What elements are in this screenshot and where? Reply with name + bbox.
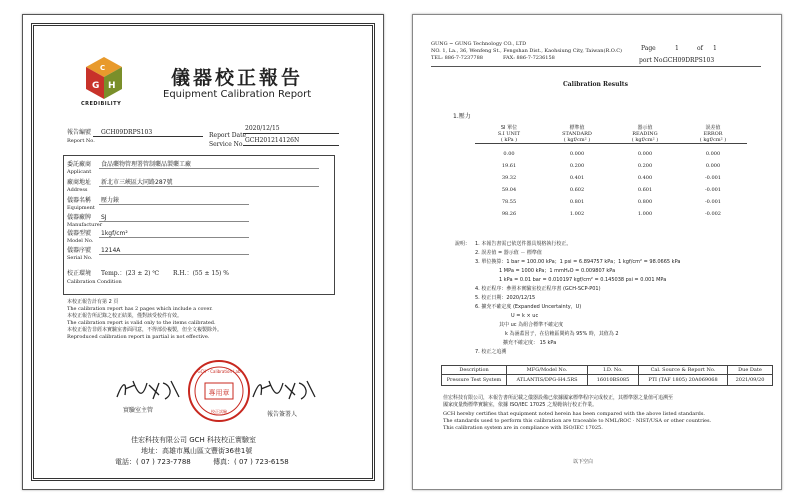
trace-cell: PTI (TAF 1805) 20A069068	[639, 375, 728, 386]
section-title: Calibration Results	[563, 81, 628, 88]
results-table	[475, 125, 747, 220]
table-cell: 0.200	[637, 163, 653, 169]
table-cell: -0.001	[704, 187, 721, 193]
table-cell: -0.001	[704, 175, 721, 181]
table-cell: 1.002	[569, 211, 585, 217]
svg-text:G: G	[92, 81, 100, 91]
calibration-seal	[187, 359, 251, 423]
results-header: 器示值 READING ( kgf/cm² )	[631, 125, 659, 143]
field-label-en: Equipment	[67, 205, 95, 211]
note-reproduce-en: Reproduced calibration report in partial is not effective.	[67, 334, 210, 340]
trace-cell: Pressure Test System	[442, 375, 507, 386]
note-line: 其中 uc 為組合標準不確定度	[499, 322, 564, 328]
report-date-label: Report Date	[209, 132, 247, 139]
note-line: 2. 誤差值 = 器示值 － 標準值	[475, 250, 542, 256]
condition-label-en: Calibration Condition	[67, 279, 122, 285]
table-row	[442, 375, 773, 386]
report-date-value: 2020/12/15	[245, 125, 280, 132]
field-label: 儀器型號	[67, 230, 92, 237]
logo-text: CREDIBILITY	[81, 101, 122, 107]
note-line: 7. 校正之追溯	[475, 349, 507, 355]
trace-header: I.D. No.	[588, 366, 639, 375]
trace-header: Cal. Source & Report No.	[639, 366, 728, 375]
company-line: GUNG ~ GUNG Technology CO., LTD	[431, 41, 527, 47]
trace-cell: 16010BS085	[588, 375, 639, 386]
trace-cell: 2021/09/20	[728, 375, 773, 386]
table-row	[475, 172, 747, 184]
report-no-label: port No.	[639, 57, 665, 64]
field-label: 廠商地址	[67, 179, 92, 186]
note-line: 3. 單位換算：1 bar = 100.00 kPa；1 psi = 6.894757 kPa；1 kgf/cm² = 98.0665 kPa	[475, 259, 681, 265]
field-label-en: Address	[67, 187, 88, 193]
calibration-results-page	[412, 14, 782, 490]
note-validity-en: The calibration report is valid only to the items calibrated.	[67, 320, 216, 326]
page-total: 1	[713, 45, 717, 52]
field-label: 儀器廠牌	[67, 214, 92, 221]
service-no-value: GCH201214126N	[245, 137, 300, 144]
sub-title: 1.壓力	[453, 113, 471, 120]
table-cell: 0.000	[569, 151, 585, 157]
table-cell: 0.601	[637, 187, 653, 193]
table-cell: 0.602	[569, 187, 585, 193]
field-value: SJ	[101, 214, 107, 221]
field-label: 儀器名稱	[67, 197, 92, 204]
page-no: 1	[675, 45, 679, 52]
table-cell: 0.000	[705, 163, 721, 169]
table-cell: 0.200	[569, 163, 585, 169]
address-line: NO. 1, La., 36, Wenfeng St., Fengshan Dist., Kaohsiung City, Taiwan(R.O.C)	[431, 48, 622, 54]
note-line: k 為涵蓋因子，在信賴區間約為 95% 時，其值為 2	[505, 331, 619, 337]
table-cell: 19.61	[501, 163, 517, 169]
condition-label: 校正環境	[67, 270, 92, 277]
note-pages-cn: 本校正報告計有第 2 頁	[67, 299, 119, 305]
table-cell: 39.32	[501, 175, 517, 181]
field-value: 1214A	[101, 247, 121, 254]
field-label-en: Applicant	[67, 169, 92, 175]
bottom-cn-2: 國家度量衡標準實驗室，依據 ISO/IEC 17025 之規範執行校正作業。	[443, 402, 598, 408]
note-line: U = k × uc	[511, 313, 539, 319]
report-no-value: GCH09DRPS103	[101, 129, 153, 136]
note-line: 1. 本報告書需已依送件器具規格執行校正。	[475, 241, 572, 247]
signature-lab-manager	[113, 377, 183, 403]
report-no-label: 報告編號	[67, 129, 92, 136]
condition-rh: R.H.：(55 ± 15) %	[173, 270, 229, 277]
sign-right-label: 報告簽署人	[267, 411, 298, 418]
note-validity-cn: 本校正報告所記錄之校正結果，僅對該受校件有效。	[67, 313, 183, 319]
credibility-logo	[83, 55, 125, 107]
note-line: 1 kPa = 0.01 bar = 0.010197 kgf/cm² = 0.145038 psi = 0.001 MPa	[499, 277, 667, 283]
report-no-label-en: Report No.	[67, 138, 95, 144]
bottom-en-1: GCH hereby certifies that equipment noted herein has been compared with the above listed standards.	[443, 411, 705, 417]
table-cell: 78.55	[501, 199, 517, 205]
end-mark: 以下空白	[573, 459, 594, 465]
note-line: 6. 擴充不確定度 (Expanded Uncertainty，U)	[475, 304, 582, 310]
bottom-en-3: This calibration system are in compliance with ISO/IEC 17025.	[443, 425, 603, 431]
svg-text:GCH · Calibration Lab: GCH · Calibration Lab	[197, 369, 241, 374]
table-row	[475, 160, 747, 172]
report-title-en: Equipment Calibration Report	[163, 89, 312, 100]
notes-title: 說明：	[455, 241, 471, 247]
table-cell: 59.04	[501, 187, 517, 193]
seal-center-text: 專用章	[208, 389, 230, 397]
table-cell: 0.400	[637, 175, 653, 181]
field-label-en: Model No.	[67, 238, 94, 244]
svg-text:H: H	[108, 81, 116, 91]
bottom-cn-1: 佳宏科技有限公司，本報告書所記載之儀器設備已依據國家標準程序完成校正，其標準器之量值可追溯至	[443, 395, 674, 401]
results-header: SI 單位 S.I UNIT ( kPa )	[497, 125, 521, 143]
footer-fax: 傳真：( 07 ) 723-6158	[213, 458, 289, 466]
footer-address: 地址：高雄市鳳山區文豐街36巷1號	[141, 447, 253, 455]
note-reproduce-cn: 本校正報告非經本實驗室書面同意，不得部份複製，但全文複製除外。	[67, 327, 223, 333]
svg-text:校正試驗: 校正試驗	[211, 409, 227, 414]
table-cell: 98.26	[501, 211, 517, 217]
table-cell: 0.00	[503, 151, 515, 157]
table-cell: 1.000	[637, 211, 653, 217]
tel-line: TEL: 886-7-7237788	[431, 55, 483, 61]
table-row	[475, 148, 747, 160]
footer-company: 佳宏科技有限公司 GCH 科技校正實驗室	[131, 436, 257, 444]
table-row	[475, 184, 747, 196]
table-cell: -0.002	[704, 211, 721, 217]
trace-header: MFG/Model No.	[507, 366, 588, 375]
report-no: GCH09DRPS103	[663, 57, 715, 64]
note-line: 擴充不確定度： 15 kPa	[503, 340, 557, 346]
field-value: 壓力錶	[101, 197, 120, 204]
bottom-en-2: The standards used to perform this calibration are traceable to NML/ROC · NIST/USA or other countries.	[443, 418, 712, 424]
field-value: 新北市三峽區大同路287號	[101, 179, 173, 186]
field-label-en: Manufacturer	[67, 222, 103, 228]
report-title-cn: 儀器校正報告	[171, 67, 304, 89]
table-cell: 0.401	[569, 175, 585, 181]
table-row	[475, 196, 747, 208]
service-no-label: Service No.	[209, 141, 245, 148]
sign-left-label: 實驗室主管	[123, 407, 154, 414]
results-header: 誤差值 ERROR ( kgf/cm² )	[699, 125, 727, 143]
table-cell: 0.000	[705, 151, 721, 157]
svg-text:C: C	[100, 64, 106, 72]
field-label: 委託廠商	[67, 161, 92, 168]
table-row	[475, 208, 747, 220]
calibration-report-cover	[22, 14, 384, 490]
note-line: 5. 校正日期：2020/12/15	[475, 295, 536, 301]
signature-report-signer	[249, 377, 319, 403]
results-header: 標準值 STANDARD ( kgf/cm² )	[562, 125, 592, 143]
table-cell: 0.800	[637, 199, 653, 205]
trace-cell: ATLANTIS/DPG-H4.5RS	[507, 375, 588, 386]
field-value: 食品藥物管理署管制藥品製藥工廠	[101, 161, 192, 168]
trace-header: Due Date	[728, 366, 773, 375]
field-value: 1kgf/cm²	[101, 230, 128, 237]
traceability-table	[441, 365, 773, 386]
trace-header: Description	[442, 366, 507, 375]
field-label-en: Serial No.	[67, 255, 93, 261]
note-line: 4. 校正程序：參照本實驗室校正程序書 (GCH-SCP-P01)	[475, 286, 601, 292]
footer-tel: 電話：( 07 ) 723-7788	[115, 458, 191, 466]
table-cell: 0.000	[637, 151, 653, 157]
logo-cube-icon	[83, 55, 125, 101]
fax-line: FAX: 886-7-7236158	[503, 55, 555, 61]
table-cell: 0.801	[569, 199, 585, 205]
note-line: 1 MPa = 1000 kPa；1 mmH₂O = 0.009807 kPa	[499, 268, 616, 274]
condition-temp: Temp.：(23 ± 2) ℃	[101, 270, 160, 277]
field-label: 儀器序號	[67, 247, 92, 254]
note-pages-en: The calibration report has 2 pages which include a cover.	[67, 306, 213, 312]
page-of: of	[697, 45, 703, 52]
table-cell: -0.001	[704, 199, 721, 205]
page-label: Page	[641, 45, 656, 52]
